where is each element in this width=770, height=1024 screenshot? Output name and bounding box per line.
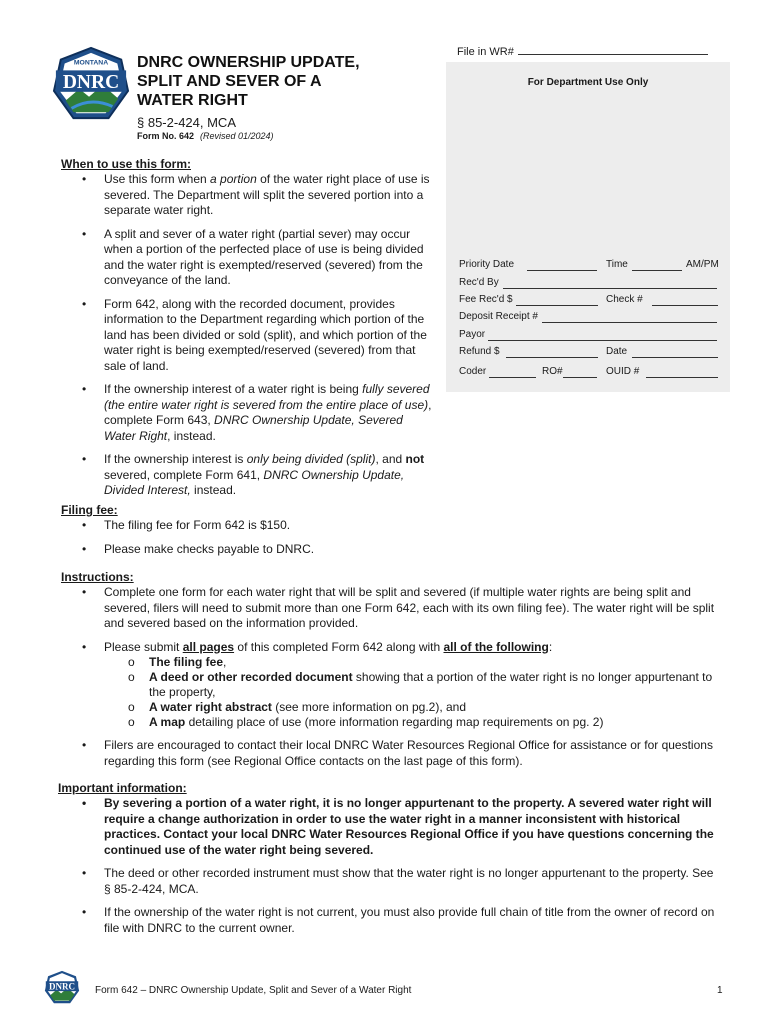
svg-text:DNRC: DNRC [62, 71, 120, 93]
page-title: DNRC OWNERSHIP UPDATE, SPLIT AND SEVER OF A WATER RIGHT [137, 54, 360, 109]
list-item: • The deed or other recorded instrument must show that the water right is no longer appurtenant to the property. See § 85-2-424, MCA. [61, 866, 721, 897]
priority-date-label: Priority Date [459, 259, 515, 270]
form-number: Form No. 642 (Revised 01/2024) [137, 131, 274, 141]
coder-label: Coder [459, 366, 487, 377]
am-pm-label: AM/PM [686, 259, 719, 270]
list-item: • By severing a portion of a water right, it is no longer appurtenant to the property. A severed water right will require a change authorization in order to use the water right in a manner inconsistent with historical practices. Contact your local DNRC Water Resources Regional Office if you have questions concerning the continued use of the water right being severed. [61, 796, 721, 858]
deposit-receipt-line[interactable] [542, 322, 717, 323]
fee-recd-line[interactable] [516, 305, 598, 306]
recd-by-line[interactable] [503, 288, 717, 289]
required-items-list [104, 655, 721, 730]
instructions-list [61, 585, 721, 769]
list-item: • Filers are encouraged to contact their local DNRC Water Resources Regional Office for assistance or for questions regarding this form (see Regional Office contacts on the last page of this form). [61, 738, 721, 769]
refund-line[interactable] [506, 357, 598, 358]
footer-text: Form 642 – DNRC Ownership Update, Split and Sever of a Water Right [95, 985, 412, 996]
dnrc-logo [52, 46, 130, 124]
sub-list-item: o A water right abstract (see more information on pg.2), and [104, 700, 721, 715]
list-item: • If the ownership interest of a water right is being fully severed (the entire water right is severed from the entire place of use), complete Form 643, DNRC Ownership Update, Severed Water Right, instead. [61, 382, 433, 444]
deposit-receipt-label: Deposit Receipt # [459, 311, 538, 322]
filing-fee-list [61, 518, 721, 557]
svg-text:DNRC: DNRC [49, 981, 75, 992]
payor-line[interactable] [488, 340, 717, 341]
list-item: • Use this form when a portion of the water right place of use is severed. The Department will split the severed portion into a separate water right. [61, 172, 433, 219]
list-item: • Form 642, along with the recorded document, provides information to the Department regarding which portion of the land has been divided or sold (split), and which portion of the water right is being exempted/reserved (severed) from that sale of land. [61, 297, 433, 375]
when-to-use-list [61, 172, 433, 499]
check-line[interactable] [652, 305, 718, 306]
sub-list-item: o The filing fee, [104, 655, 721, 670]
coder-line[interactable] [489, 377, 536, 378]
instructions-heading: Instructions: [61, 570, 134, 584]
list-item: • If the ownership of the water right is not current, you must also provide full chain of title from the owner of record on file with DNRC to the current owner. [61, 905, 721, 936]
ro-label: RO# [542, 366, 563, 377]
list-item: • Please submit all pages of this completed Form 642 along with all of the following: o The filing fee, o A deed or other recorded document showing that a portion of the water right is no longer appurtenant to the property, o A water right abstract (see more information on pg.2), and o A map detailing place of use (more information regarding map requirements on pg. 2) [61, 640, 721, 731]
sub-list-item: o A deed or other recorded document showing that a portion of the water right is no longer appurtenant to the property, [104, 670, 721, 700]
fee-recd-label: Fee Rec'd $ [459, 294, 513, 305]
list-item: • The filing fee for Form 642 is $150. [61, 518, 721, 534]
ouid-label: OUID # [606, 366, 640, 377]
ro-line[interactable] [563, 377, 597, 378]
time-line[interactable] [632, 270, 682, 271]
time-label: Time [606, 259, 628, 270]
list-item: • Please make checks payable to DNRC. [61, 542, 721, 558]
department-use-box [446, 62, 730, 392]
important-info-heading: Important information: [58, 781, 187, 795]
department-use-title: For Department Use Only [527, 77, 649, 88]
payor-label: Payor [459, 329, 486, 340]
filing-fee-heading: Filing fee: [61, 503, 118, 517]
priority-date-line[interactable] [527, 270, 597, 271]
recd-by-label: Rec'd By [459, 277, 499, 288]
sub-list-item: o A map detailing place of use (more information regarding map requirements on pg. 2) [104, 715, 721, 730]
refund-label: Refund $ [459, 346, 500, 357]
footer-dnrc-logo [44, 970, 80, 1006]
file-in-wr-field: File in WR# [457, 46, 708, 58]
ouid-line[interactable] [646, 377, 718, 378]
page-number: 1 [717, 985, 723, 996]
when-to-use-heading: When to use this form: [61, 157, 191, 171]
list-item: • Complete one form for each water right that will be split and severed (if multiple water rights are being split and severed, filers will need to submit more than one Form 642, each with its own filing fee). The water right will be split and severed based on the information provided. [61, 585, 721, 632]
check-label: Check # [606, 294, 643, 305]
statute-reference: § 85-2-424, MCA [137, 115, 236, 130]
list-item: • A split and sever of a water right (partial sever) may occur when a portion of the perfected place of use is being divided and the water right is exempted/reserved (severed) from the conveyance of the land. [61, 227, 433, 289]
date-line[interactable] [632, 357, 718, 358]
important-info-list [61, 796, 721, 936]
list-item: • If the ownership interest is only being divided (split), and not severed, complete Form 641, DNRC Ownership Update, Divided Interest, instead. [61, 452, 433, 499]
date-label: Date [606, 346, 628, 357]
svg-text:MONTANA: MONTANA [73, 59, 109, 67]
